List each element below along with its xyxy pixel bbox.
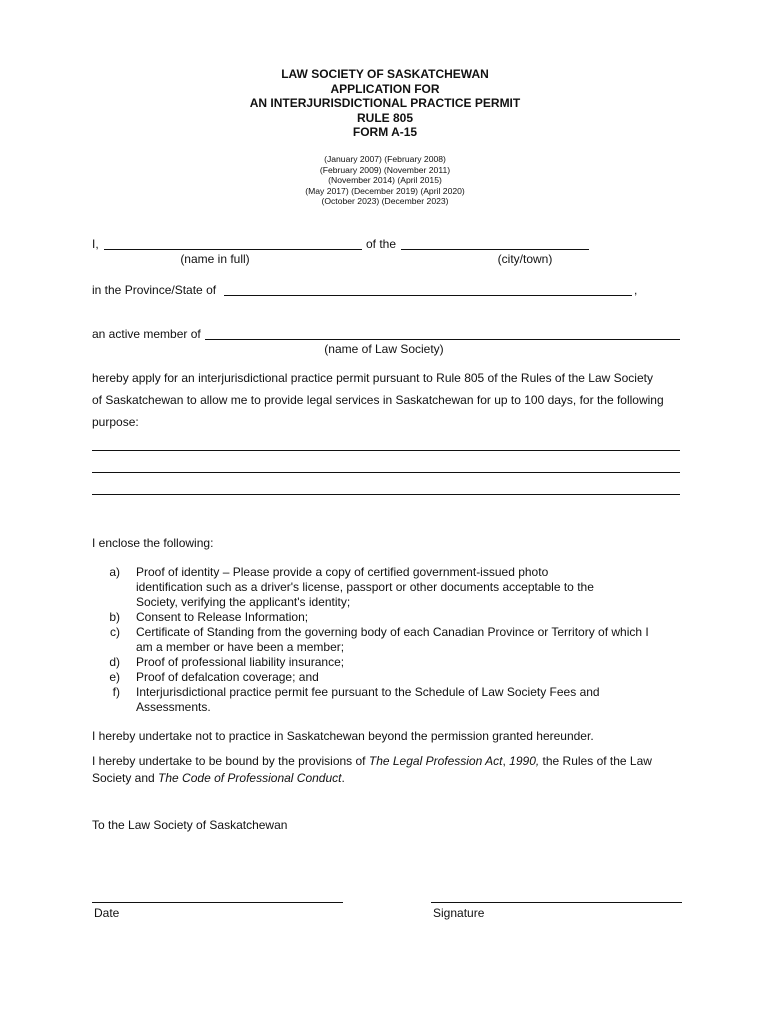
title-line: FORM A-15 <box>352 125 418 139</box>
list-item <box>94 565 694 610</box>
undertaking-bound <box>92 753 692 787</box>
city-field[interactable] <box>401 249 589 250</box>
code-name: The Code of Professional Conduct <box>158 771 342 785</box>
list-line: Society, verifying the applicant's identity; <box>136 595 351 609</box>
list-line: Proof of identity – Please provide a copy of certified government-issued photo <box>136 565 549 579</box>
list-line: Interjurisdictional practice permit fee pursuant to the Schedule of Law Society Fees and <box>136 685 600 699</box>
list-line: Consent to Release Information; <box>136 610 309 624</box>
list-text <box>136 670 319 685</box>
list-text <box>136 655 344 670</box>
list-text <box>136 625 649 655</box>
society-caption: (name of Law Society) <box>324 342 444 356</box>
of-the-label: of the <box>366 237 397 251</box>
bound-line-1 <box>92 753 692 770</box>
list-letter: a) <box>109 565 120 579</box>
revision-line: (February 2009) (November 2011) <box>319 164 451 175</box>
revision-history <box>0 154 770 207</box>
province-field[interactable] <box>224 295 632 296</box>
purpose-paragraph <box>92 367 692 433</box>
date-label: Date <box>94 906 120 920</box>
list-text <box>136 610 308 625</box>
list-text <box>136 565 594 610</box>
act-name: The Legal Profession Act <box>368 754 503 768</box>
name-field[interactable] <box>104 249 362 250</box>
list-item <box>94 685 694 715</box>
revision-line: (November 2014) (April 2015) <box>328 175 442 186</box>
list-line: Proof of professional liability insurance; <box>136 655 345 669</box>
list-line: Proof of defalcation coverage; and <box>136 670 319 684</box>
name-caption: (name in full) <box>180 252 250 266</box>
bound-line-2 <box>92 770 692 787</box>
list-letter: e) <box>109 670 120 684</box>
title-line: LAW SOCIETY OF SASKATCHEWAN <box>281 67 489 81</box>
province-comma: , <box>634 283 638 297</box>
title-line: APPLICATION FOR <box>330 81 440 96</box>
purpose-field-line[interactable] <box>92 472 680 473</box>
list-line: identification such as a driver's license, passport or other documents acceptable to the <box>136 580 594 594</box>
enclosures-heading: I enclose the following: <box>92 536 214 550</box>
title-line: RULE 805 <box>356 110 414 125</box>
bound-end: . <box>341 771 345 785</box>
enclosures-list <box>94 565 694 715</box>
bound-mid2: the Rules of the Law <box>539 754 652 768</box>
list-letter: d) <box>109 655 120 669</box>
list-text <box>136 685 600 715</box>
member-label: an active member of <box>92 327 201 341</box>
province-label: in the Province/State of <box>92 283 217 297</box>
addressee: To the Law Society of Saskatchewan <box>92 818 288 832</box>
form-title <box>0 67 770 140</box>
bound-mid1: , <box>502 754 510 768</box>
bound-line2-prefix: Society and <box>92 771 159 785</box>
purpose-field-line[interactable] <box>92 450 680 451</box>
list-item <box>94 655 694 670</box>
i-prefix: I, <box>92 237 99 251</box>
list-item <box>94 610 694 625</box>
list-letter: f) <box>112 685 120 699</box>
list-letter: b) <box>109 610 120 624</box>
list-line: Certificate of Standing from the governing body of each Canadian Province or Territory of which I <box>136 625 649 639</box>
revision-line: (May 2017) (December 2019) (April 2020) <box>305 185 465 196</box>
undertaking-not-practice: I hereby undertake not to practice in Saskatchewan beyond the permission granted hereunder. <box>92 729 594 743</box>
list-item <box>94 670 694 685</box>
act-year: 1990, <box>509 754 540 768</box>
revision-line: (October 2023) (December 2023) <box>321 196 449 207</box>
title-line: AN INTERJURISDICTIONAL PRACTICE PERMIT <box>249 96 521 110</box>
revision-line: (January 2007) (February 2008) <box>324 154 446 164</box>
law-society-field[interactable] <box>205 339 680 340</box>
purpose-line: hereby apply for an interjurisdictional practice permit pursuant to Rule 805 of the Rules of the Law Society <box>92 371 653 385</box>
bound-prefix: I hereby undertake to be bound by the provisions of <box>92 754 369 768</box>
signature-field[interactable] <box>431 902 682 903</box>
list-letter: c) <box>110 625 120 639</box>
date-field[interactable] <box>92 902 343 903</box>
city-caption: (city/town) <box>497 252 553 266</box>
signature-label: Signature <box>433 906 485 920</box>
list-line: Assessments. <box>136 700 211 714</box>
purpose-line: of Saskatchewan to allow me to provide legal services in Saskatchewan for up to 100 days, for the following <box>92 393 664 407</box>
list-line: am a member or have been a member; <box>136 640 345 654</box>
purpose-line: purpose: <box>92 415 139 429</box>
purpose-field-line[interactable] <box>92 494 680 495</box>
list-item <box>94 625 694 655</box>
